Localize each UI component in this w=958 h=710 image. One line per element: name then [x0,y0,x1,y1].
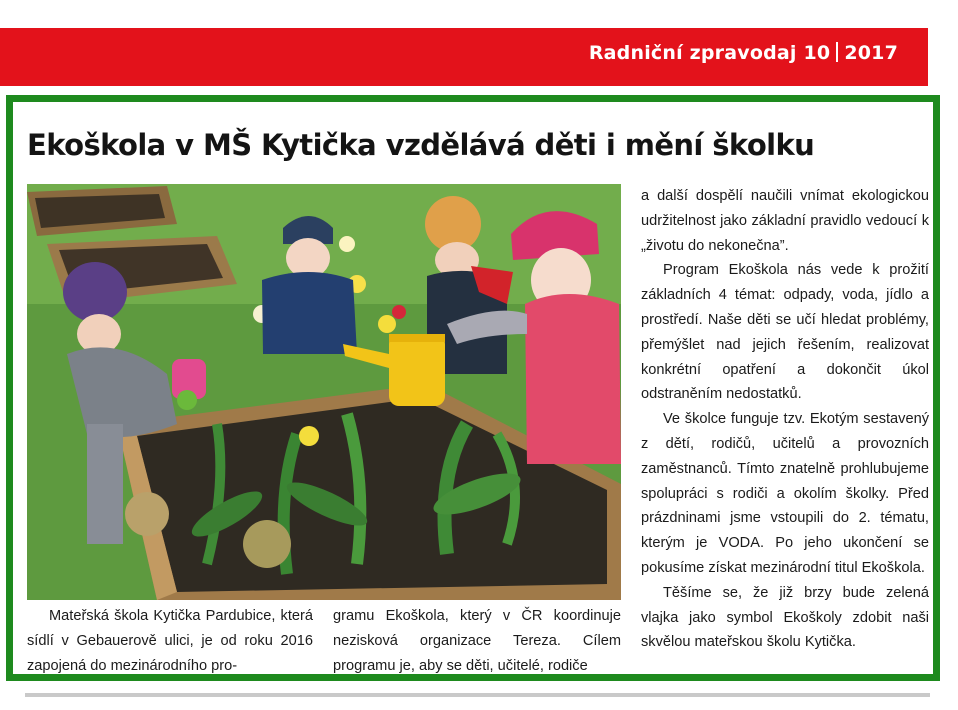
publication-year: 2017 [844,42,898,64]
paragraph: Ve školce funguje tzv. Ekotým sestavený z dětí, rodičů, učitelů a provozních zaměstnanců. Tímto znatelně prohlubujeme spolupráci s rodiči a okolím školky. Před prázdninami jsme vstoupili do 2. tématu, kterým je VODA. Po jeho ukončení se pokusíme získat mezinárodní titul Ekoškola. [641,411,929,576]
publication-name: Radniční zpravodaj 10 [588,42,831,64]
masthead-divider [836,42,838,62]
bottom-divider [25,693,930,697]
paragraph: a další dospělí naučili vnímat ekologickou udržitelnost jako základní pravidlo vedoucí k „životu do nekonečna”. [641,188,929,254]
column-left [27,604,313,678]
paragraph: Program Ekoškola nás vede k prožití základních 4 témat: odpady, voda, jídlo a prostředí. Naše děti se učí hledat problémy, přemýšlet nad jejich řešením, realizovat konkrétní opatření a dokončit úkol odstraněním nedostatků. [641,262,929,403]
column-middle [333,604,621,678]
kids-gardening-photo [27,184,621,600]
article-title: Ekoškola v MŠ Kytička vzdělává děti i mění školku [27,128,815,162]
paragraph: Těšíme se, že již brzy bude zelená vlajka jako symbol Ekoškoly zdobit naši skvělou mateřskou školu Kytička. [641,584,929,651]
article-photo [27,184,621,600]
masthead-bar [0,28,928,86]
column-right [641,184,929,655]
paragraph: gramu Ekoškola, který v ČR koordinuje nezisková organizace Tereza. Cílem programu je, aby se děti, učitelé, rodiče [333,608,621,674]
article-frame [6,95,940,681]
paragraph: Mateřská škola Kytička Pardubice, která sídlí v Gebauerově ulici, je od roku 2016 zapojená do mezinárodního pro- [27,608,313,674]
masthead-text [589,42,898,64]
